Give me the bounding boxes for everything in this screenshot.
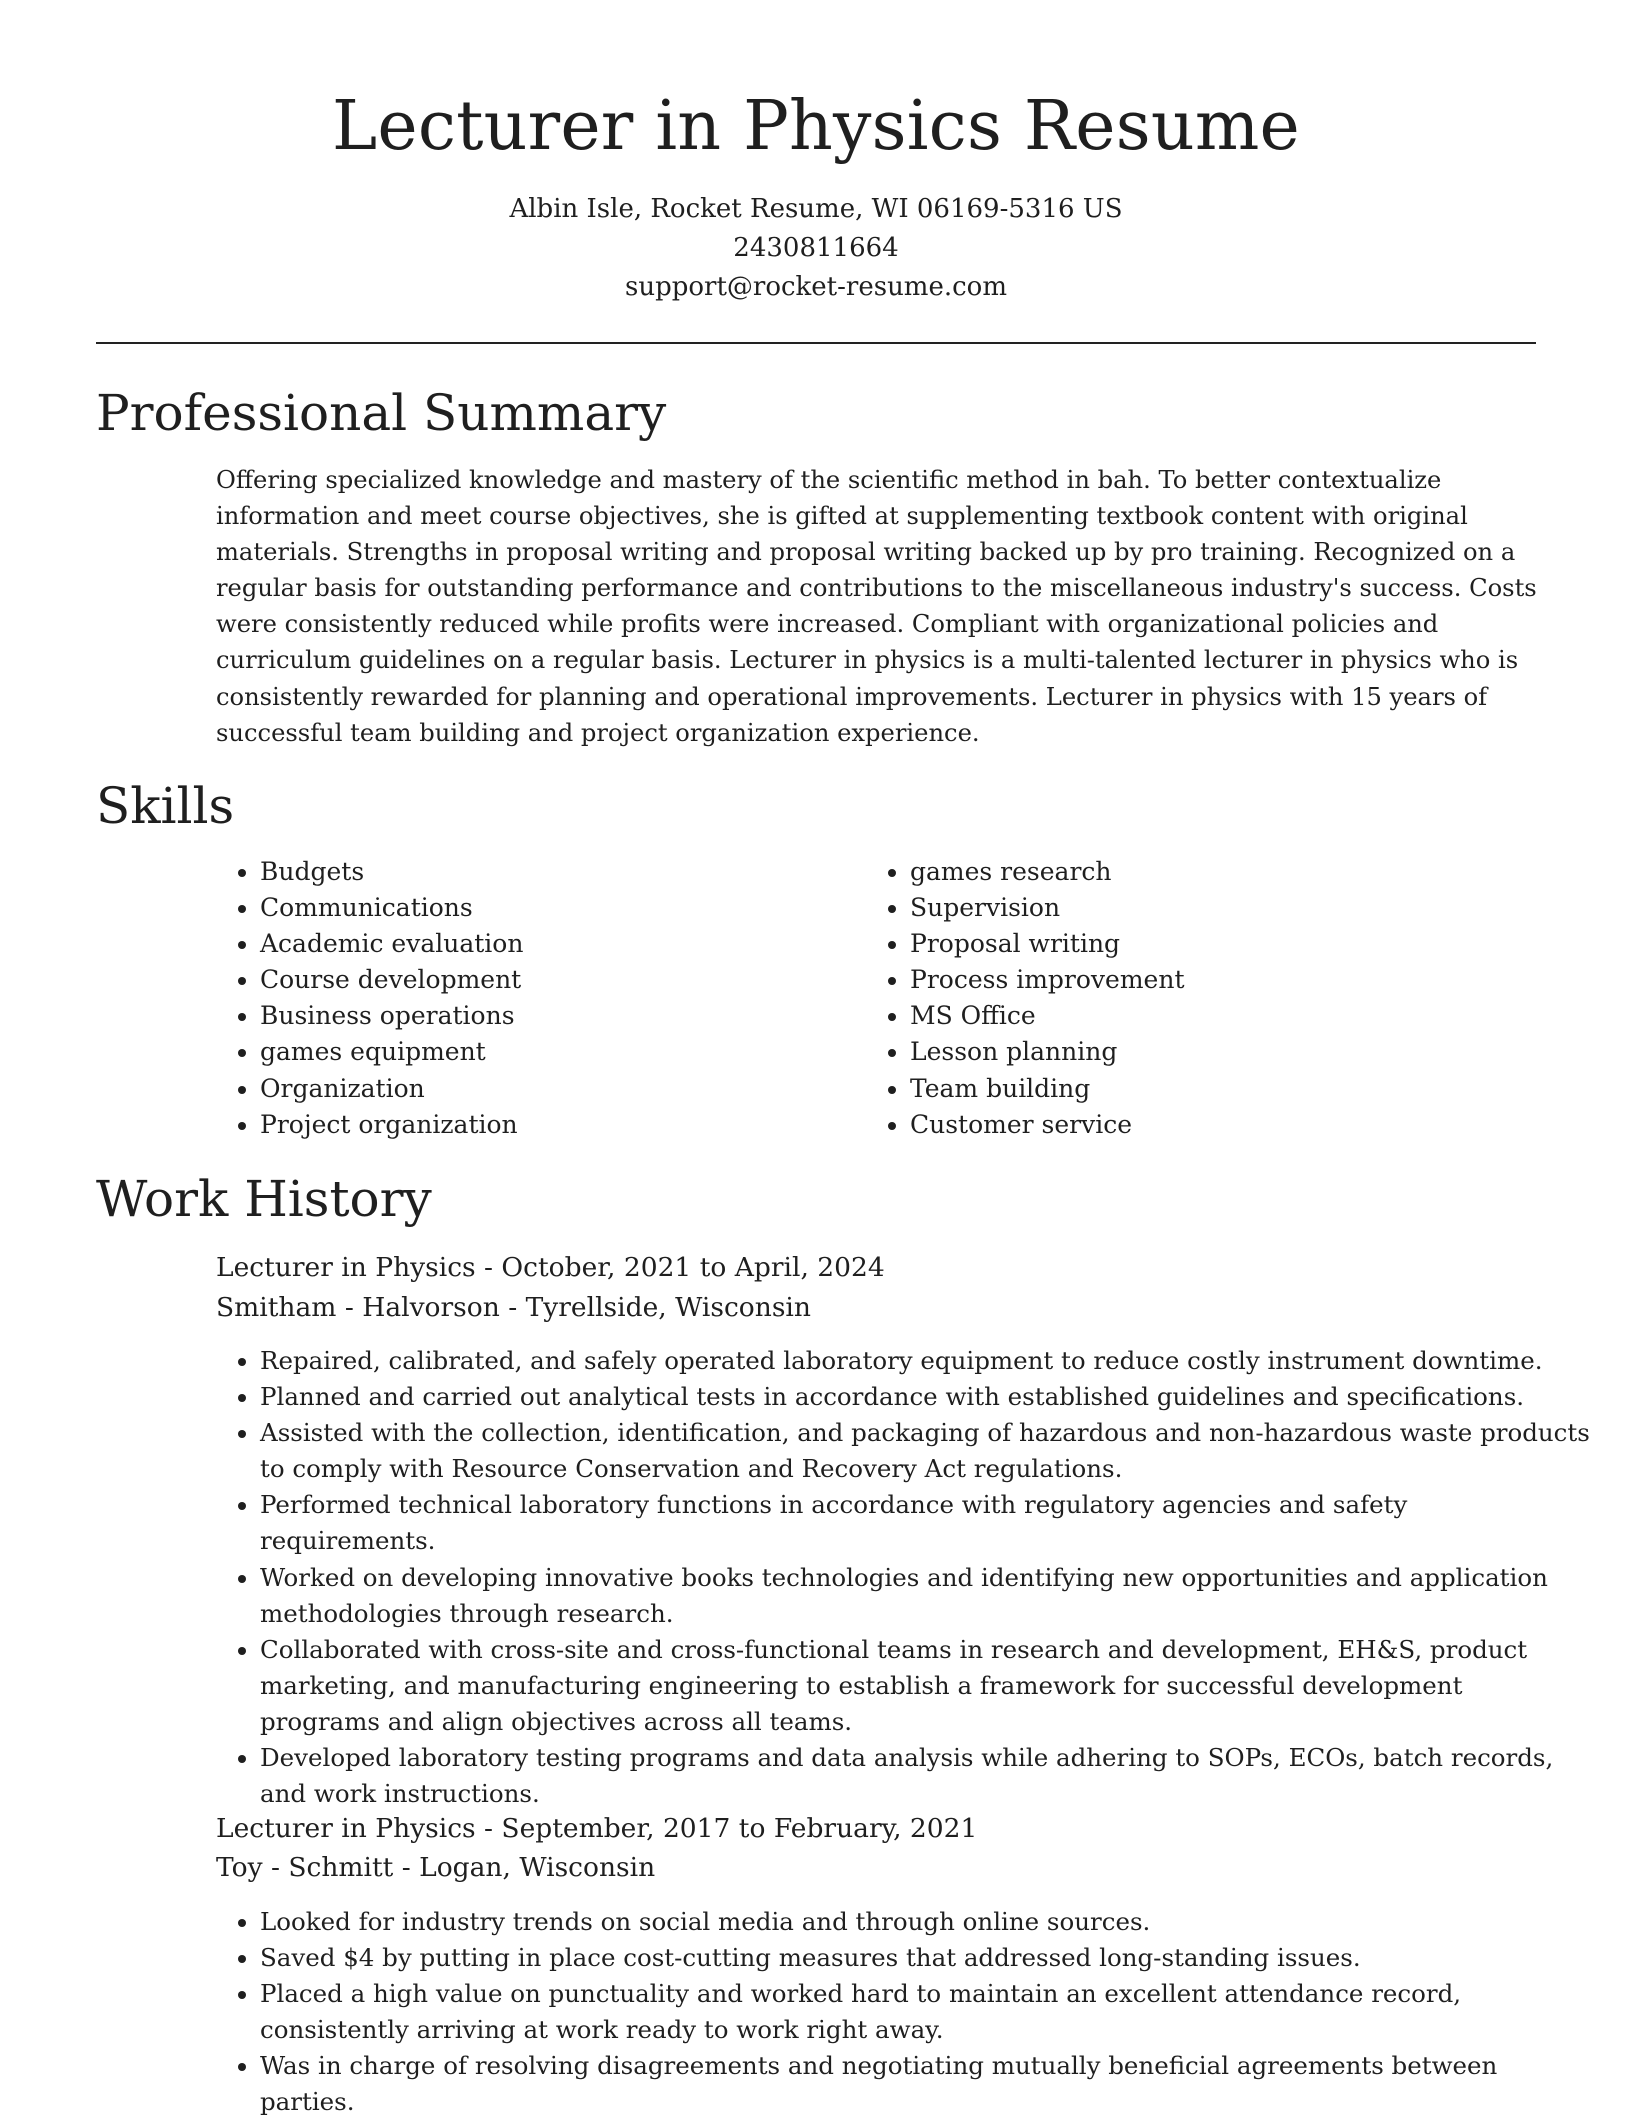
duty-item: • Worked on developing innovative books technologies and identifying new opportunities and application methodologies through research.	[260, 1560, 1590, 1632]
duty-item: • Was in charge of resolving disagreements and negotiating mutually beneficial agreements between parties.	[260, 2048, 1590, 2120]
skill-item: • Proposal writing	[910, 926, 1185, 962]
skills-list-right	[866, 854, 1185, 1143]
skill-item: • Project organization	[260, 1107, 523, 1143]
contact-phone: 2430811664	[733, 233, 899, 263]
duty-item: • Repaired, calibrated, and safely operated laboratory equipment to reduce costly instrument downtime.	[260, 1343, 1590, 1379]
contact-block	[0, 190, 1632, 307]
work-history-heading: Work History	[96, 1170, 432, 1228]
duty-item: • Saved $4 by putting in place cost-cutting measures that addressed long-standing issues.	[260, 1940, 1590, 1976]
skill-item: • Supervision	[910, 890, 1185, 926]
summary-text: Offering specialized knowledge and mastery of the scientific method in bah. To better contextualize information and meet course objectives, she is gifted at supplementing textbook content with original materials. Strengths in proposal writing and proposal writing backed up by pro training. Recognized on a regular basis for outstanding performance and contributions to the miscellaneous industry's success. Costs were consistently reduced while profits were increased. Compliant with organizational policies and curriculum guidelines on a regular basis. Lecturer in physics is a multi-talented lecturer in physics who is consistently rewarded for planning and operational improvements. Lecturer in physics with 15 years of successful team building and project organization experience.	[216, 466, 1537, 747]
duty-item: • Developed laboratory testing programs and data analysis while adhering to SOPs, ECOs, batch records, and work instructions.	[260, 1740, 1590, 1812]
duty-item: • Looked for industry trends on social media and through online sources.	[260, 1904, 1590, 1940]
skill-item: • Process improvement	[910, 962, 1185, 998]
job-title-line: Lecturer in Physics - September, 2017 to February, 2021	[216, 1813, 978, 1844]
contact-email: support@rocket-resume.com	[624, 272, 1007, 302]
skill-item: • Organization	[260, 1071, 523, 1107]
job-title-line: Lecturer in Physics - October, 2021 to April, 2024	[216, 1252, 885, 1283]
duty-item: • Performed technical laboratory functions in accordance with regulatory agencies and safety requirements.	[260, 1487, 1590, 1559]
job-duties-list	[216, 1343, 1590, 1812]
summary-heading: Professional Summary	[96, 384, 667, 442]
skill-item: • MS Office	[910, 998, 1185, 1034]
skill-item: • Lesson planning	[910, 1034, 1185, 1070]
skill-item: • Communications	[260, 890, 523, 926]
job-duties-list	[216, 1904, 1590, 2121]
skill-item: • games research	[910, 854, 1185, 890]
skill-item: • Budgets	[260, 854, 523, 890]
skill-item: • Business operations	[260, 998, 523, 1034]
job-company-line: Smitham - Halvorson - Tyrellside, Wisconsin	[216, 1292, 811, 1323]
skill-item: • Academic evaluation	[260, 926, 523, 962]
skill-item: • Team building	[910, 1071, 1185, 1107]
skills-list-left	[216, 854, 523, 1143]
duty-item: • Assisted with the collection, identification, and packaging of hazardous and non-hazardous waste products to comply with Resource Conservation and Recovery Act regulations.	[260, 1415, 1590, 1487]
skills-heading: Skills	[96, 777, 235, 835]
contact-address: Albin Isle, Rocket Resume, WI 06169-5316 US	[509, 194, 1123, 224]
duty-item: • Planned and carried out analytical tests in accordance with established guidelines and specifications.	[260, 1379, 1590, 1415]
duty-item: • Placed a high value on punctuality and worked hard to maintain an excellent attendance record, consistently arriving at work ready to work right away.	[260, 1976, 1590, 2048]
skill-item: • Customer service	[910, 1107, 1185, 1143]
resume-title: Lecturer in Physics Resume	[332, 87, 1300, 166]
skill-item: • Course development	[260, 962, 523, 998]
skill-item: • games equipment	[260, 1034, 523, 1070]
header-divider	[96, 342, 1536, 344]
duty-item: • Collaborated with cross-site and cross-functional teams in research and development, EH&S, product marketing, and manufacturing engineering to establish a framework for successful development programs and align objectives across all teams.	[260, 1632, 1590, 1740]
job-company-line: Toy - Schmitt - Logan, Wisconsin	[216, 1852, 656, 1883]
